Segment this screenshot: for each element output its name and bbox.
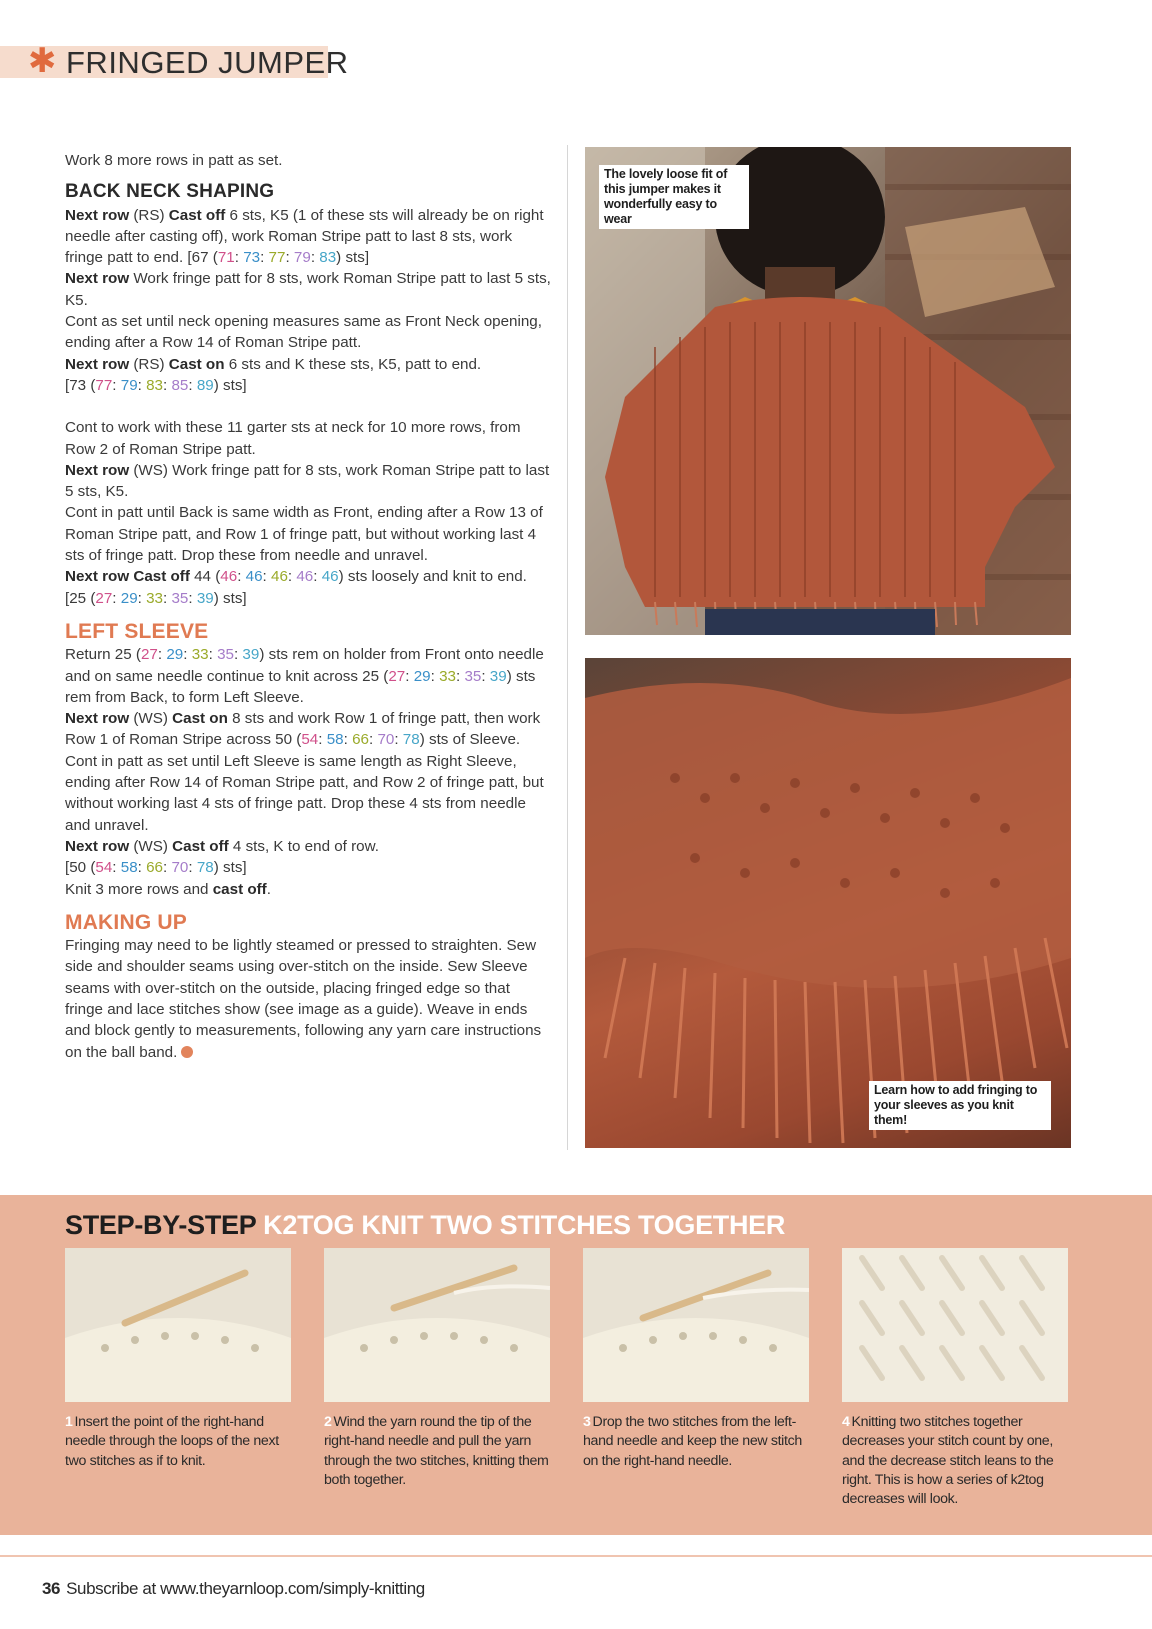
step-4-photo bbox=[842, 1248, 1068, 1402]
step-4 bbox=[842, 1248, 1068, 1509]
jumper-back-photo bbox=[585, 147, 1071, 635]
left-sleeve-p3: Cont in patt as set until Left Sleeve is same length as Right Sleeve, ending after Row 14 of Roman Stripe patt, and Row 2 of fringe patt, but without working last 4 sts of fringe patt. Drop these 4 sts from needle and unravel. bbox=[65, 752, 544, 834]
step-2-text: 2 Wind the yarn round the tip of the right-hand needle and pull the yarn through the two stitches, knitting them both together. bbox=[324, 1414, 549, 1488]
back-neck-p6: Next row (WS) Work fringe patt for 8 sts, work Roman Stripe patt to last 5 sts, K5. bbox=[65, 461, 550, 501]
step-2 bbox=[324, 1248, 550, 1490]
making-up-p1: Fringing may need to be lightly steamed or pressed to straighten. Sew side and shoulder seams using over-stitch on the inside. Sew Sleeve seams with over-stitch on the outside, placing fringed edge so that fringe and lace stitches show (see image as a guide). Weave in ends and block gently to measurements, following any yarn care instructions on the ball band. bbox=[65, 937, 542, 1061]
footer-divider bbox=[0, 1555, 1152, 1557]
step-3 bbox=[583, 1248, 809, 1471]
yarn-ball-icon bbox=[181, 1046, 193, 1058]
back-neck-p1: Next row (RS) Cast off 6 sts, K5 (1 of these sts will already be on right needle after casting off), work Roman Stripe patt to last 8 sts, work fringe patt to end. [67 (71: 73: 77: 79: 83) sts] bbox=[65, 206, 544, 267]
back-neck-p4: Next row (RS) Cast on 6 sts and K these sts, K5, patt to end. [73 (77: 79: 83: 85: 89) sts] bbox=[65, 355, 482, 394]
asterisk-icon: ✱ bbox=[28, 41, 57, 81]
left-sleeve-p2: Next row (WS) Cast on 8 sts and work Row 1 of fringe patt, then work Row 1 of Roman Stripe across 50 (54: 58: 66: 70: 78) sts of Sleeve. bbox=[65, 710, 541, 749]
intro-paragraph: Work 8 more rows in patt as set. bbox=[65, 152, 283, 169]
fringe-closeup-photo bbox=[585, 658, 1071, 1148]
step-3-text: 3 Drop the two stitches from the left-hand needle and keep the new stitch on the right-hand needle. bbox=[583, 1414, 802, 1469]
back-neck-p7: Cont in patt until Back is same width as Front, ending after a Row 13 of Roman Stripe patt, and Row 1 of fringe patt, but without working last 4 sts of fringe patt. Drop these from needle and unravel. bbox=[65, 504, 543, 565]
page-number: 36 bbox=[42, 1579, 61, 1598]
left-sleeve-heading: LEFT SLEEVE bbox=[65, 619, 209, 643]
step-1-text: 1 Insert the point of the right-hand needle through the loops of the next two stitches as if to knit. bbox=[65, 1414, 279, 1469]
left-sleeve-p4: Next row (WS) Cast off 4 sts, K to end of row. [50 (54: 58: 66: 70: 78) sts] bbox=[65, 837, 379, 877]
column-divider bbox=[567, 145, 568, 1150]
step-by-step-title: STEP-BY-STEP K2TOG KNIT TWO STITCHES TOGETHER bbox=[65, 1210, 786, 1240]
back-neck-heading: BACK NECK SHAPING bbox=[65, 181, 275, 203]
step-1 bbox=[65, 1248, 291, 1471]
step-3-photo bbox=[583, 1248, 809, 1402]
subscribe-link[interactable]: Subscribe at www.theyarnloop.com/simply-knitting bbox=[66, 1579, 425, 1598]
back-neck-p2: Next row Work fringe patt for 8 sts, work Roman Stripe patt to last 5 sts, K5. bbox=[65, 270, 551, 309]
footer bbox=[42, 1578, 425, 1600]
bottom-photo-caption: Learn how to add fringing to your sleeves as you knit them! bbox=[869, 1081, 1051, 1130]
making-up-heading: MAKING UP bbox=[65, 910, 187, 934]
back-neck-p8: Next row Cast off 44 (46: 46: 46: 46: 46) sts loosely and knit to end. [25 (27: 29: 33: 35: 39) sts] bbox=[65, 568, 527, 607]
step-2-photo bbox=[324, 1248, 550, 1402]
pattern-text-column bbox=[65, 150, 551, 1063]
back-neck-p3: Cont as set until neck opening measures same as Front Neck opening, ending after a Row 14 of Roman Stripe patt. bbox=[65, 313, 542, 352]
page-title: FRINGED JUMPER bbox=[66, 45, 349, 80]
left-sleeve-p5: Knit 3 more rows and cast off. bbox=[65, 880, 271, 898]
step-1-photo bbox=[65, 1248, 291, 1402]
top-photo-caption: The lovely loose fit of this jumper makes it wonderfully easy to wear bbox=[599, 165, 749, 229]
back-neck-p5: Cont to work with these 11 garter sts at neck for 10 more rows, from Row 2 of Roman Stripe patt. bbox=[65, 419, 521, 458]
fringe-closeup-illustration bbox=[585, 658, 1071, 1148]
left-sleeve-p1: Return 25 (27: 29: 33: 35: 39) sts rem on holder from Front onto needle and on same needle continue to knit across 25 (27: 29: 33: 35: 39) sts rem from Back, to form Left Sleeve. bbox=[65, 646, 544, 706]
step-4-text: 4 Knitting two stitches together decreases your stitch count by one, and the decrease stitch leans to the right. This is how a series of k2tog decreases will look. bbox=[842, 1414, 1054, 1508]
